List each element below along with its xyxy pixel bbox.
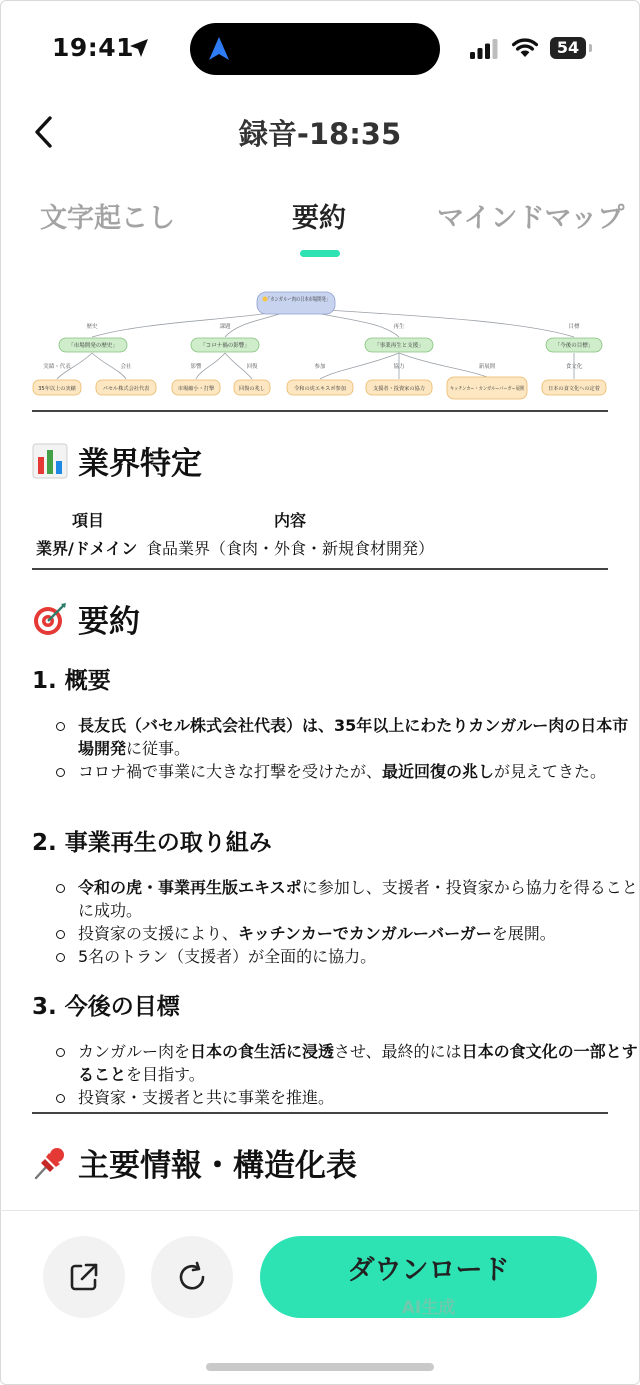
emphasis-text: 日本の食生活に浸透 bbox=[190, 1042, 335, 1061]
mindmap-edge-label: 協力 bbox=[393, 364, 405, 370]
location-arrow-icon bbox=[128, 37, 150, 59]
cellular-signal-icon bbox=[470, 39, 498, 59]
list-item bbox=[78, 945, 638, 968]
table-cell-label: 業界/ドメイン bbox=[36, 539, 138, 558]
mindmap-leaf-label: 市場縮小・打撃 bbox=[177, 386, 215, 392]
list-text: を展開。 bbox=[491, 924, 556, 943]
list-item bbox=[78, 760, 638, 783]
active-tab-indicator bbox=[300, 250, 340, 257]
bar-chart-icon bbox=[32, 443, 68, 479]
page-title: 録音-18:35 bbox=[238, 117, 402, 151]
battery-indicator: 54 bbox=[550, 37, 586, 59]
section-title-overview: 1. 概要 bbox=[32, 668, 111, 694]
list-item bbox=[78, 922, 638, 945]
emphasis-text: 最近回復の兆し bbox=[382, 762, 495, 781]
tab-transcript[interactable]: 文字起こし bbox=[40, 203, 175, 234]
emphasis-text: 長友氏（バセル株式会社代表）は、35年以上にわたりカンガルー肉の日本市場開発 bbox=[78, 716, 629, 758]
divider bbox=[32, 1112, 608, 1114]
mindmap-leaf-label: 支援者・投資家の協力 bbox=[373, 386, 425, 392]
divider bbox=[32, 568, 608, 570]
list-text: 投資家・支援者と共に事業を推進。 bbox=[78, 1088, 335, 1107]
table-header-item: 項目 bbox=[72, 511, 105, 530]
industry-heading bbox=[32, 438, 202, 483]
mindmap-edge-label: 新展開 bbox=[478, 364, 496, 370]
mindmap-edge-label: 課題 bbox=[219, 324, 231, 330]
table-cell-value: 食品業界（食肉・外食・新規食材開発） bbox=[146, 539, 435, 558]
goals-list bbox=[52, 1040, 638, 1109]
industry-heading-text: 業界特定 bbox=[78, 446, 202, 482]
mindmap-branch-label: 「コロナ禍の影響」 bbox=[200, 343, 250, 349]
list-text: に従事。 bbox=[126, 739, 191, 758]
mindmap-root-node[interactable] bbox=[257, 292, 349, 314]
mindmap-leaf-label: 回復の兆し bbox=[239, 386, 265, 392]
mindmap-leaf-label: 35年以上の実績 bbox=[38, 386, 76, 392]
list-item bbox=[78, 1040, 638, 1086]
share-external-icon bbox=[67, 1260, 101, 1294]
ai-generated-label: AI生成 bbox=[401, 1298, 456, 1318]
tab-summary[interactable]: 要約 bbox=[292, 203, 346, 234]
navigation-arrow-icon bbox=[208, 36, 230, 62]
mindmap-leaf-label: キッチンカー・カンガルーバーガー展開 bbox=[450, 386, 543, 392]
mindmap-leaf-label: 日本の食文化への定着 bbox=[548, 386, 600, 392]
mindmap-edge-label: 食文化 bbox=[565, 364, 583, 370]
refresh-icon bbox=[175, 1260, 209, 1294]
mindmap-edge-label: 参加 bbox=[314, 364, 326, 370]
battery-cap bbox=[589, 44, 592, 52]
mindmap-edge-label: 実績・代表 bbox=[43, 364, 71, 370]
list-item bbox=[78, 714, 638, 760]
section-title-goals: 3. 今後の目標 bbox=[32, 994, 180, 1020]
list-item bbox=[78, 1086, 638, 1109]
bottom-bar-divider bbox=[0, 1210, 640, 1211]
mindmap-edge-label: 目標 bbox=[568, 324, 580, 330]
mindmap-root-label: 「カンガルー肉の日本市場開発」 bbox=[266, 297, 349, 303]
key-info-heading bbox=[32, 1140, 357, 1185]
list-text: に参加し、支援者・投資家から協力を得ることに成功。 bbox=[78, 878, 638, 920]
mindmap-edge-label: 回復 bbox=[246, 364, 258, 370]
divider bbox=[32, 410, 608, 412]
pushpin-icon bbox=[32, 1145, 68, 1181]
mindmap-leaf-label: パセル株式会社代表 bbox=[102, 386, 150, 392]
table-header-content: 内容 bbox=[274, 511, 307, 530]
mindmap-branch-label: 「今後の目標」 bbox=[554, 343, 594, 349]
mindmap-edge-label: 歴史 bbox=[86, 324, 98, 330]
regenerate-button[interactable] bbox=[151, 1236, 233, 1318]
emphasis-text: キッチンカーでカンガルーバーガー bbox=[238, 924, 492, 943]
share-button[interactable] bbox=[43, 1236, 125, 1318]
mindmap-branch-label: 「事業再生と支援」 bbox=[374, 343, 424, 349]
mindmap-branch-label: 「市場開発の歴史」 bbox=[68, 343, 118, 349]
mindmap-edge-label: 再生 bbox=[393, 324, 405, 330]
list-text: が見えてきた。 bbox=[494, 762, 607, 781]
emphasis-text: 日本の食文化の一部とすること bbox=[78, 1042, 638, 1084]
download-button[interactable] bbox=[260, 1236, 597, 1318]
list-text: させ、最終的には bbox=[334, 1042, 462, 1061]
mindmap-leaf-label: 令和の虎エキスポ参加 bbox=[294, 386, 346, 392]
recovery-list bbox=[52, 876, 638, 968]
list-text: コロナ禍で事業に大きな打撃を受けたが、 bbox=[78, 762, 383, 781]
mindmap-edge-label: 会社 bbox=[120, 364, 132, 370]
emphasis-text: 令和の虎・事業再生版エキスポ bbox=[78, 878, 302, 897]
download-button-label: ダウンロード bbox=[347, 1255, 510, 1286]
status-bar bbox=[0, 0, 640, 100]
mindmap-diagram[interactable] bbox=[0, 280, 640, 412]
mindmap-edge-label: 影響 bbox=[190, 364, 202, 370]
dynamic-island bbox=[190, 23, 440, 75]
list-text: を目指す。 bbox=[126, 1065, 205, 1084]
home-indicator[interactable] bbox=[206, 1363, 434, 1371]
overview-list bbox=[52, 714, 638, 783]
list-text: カンガルー肉を bbox=[78, 1042, 191, 1061]
dart-target-icon bbox=[32, 601, 68, 637]
tab-mindmap[interactable]: マインドマップ bbox=[437, 203, 625, 234]
list-item bbox=[78, 876, 638, 922]
summary-heading bbox=[32, 596, 140, 641]
list-text: 5名のトラン（支援者）が全面的に協力。 bbox=[78, 947, 377, 966]
list-text: 投資家の支援により、 bbox=[78, 924, 239, 943]
wifi-icon bbox=[510, 35, 540, 59]
key-info-heading-text: 主要情報・構造化表 bbox=[78, 1148, 357, 1184]
section-title-recovery: 2. 事業再生の取り組み bbox=[32, 830, 272, 856]
summary-heading-text: 要約 bbox=[78, 604, 140, 640]
status-time: 19:41 bbox=[52, 33, 135, 62]
